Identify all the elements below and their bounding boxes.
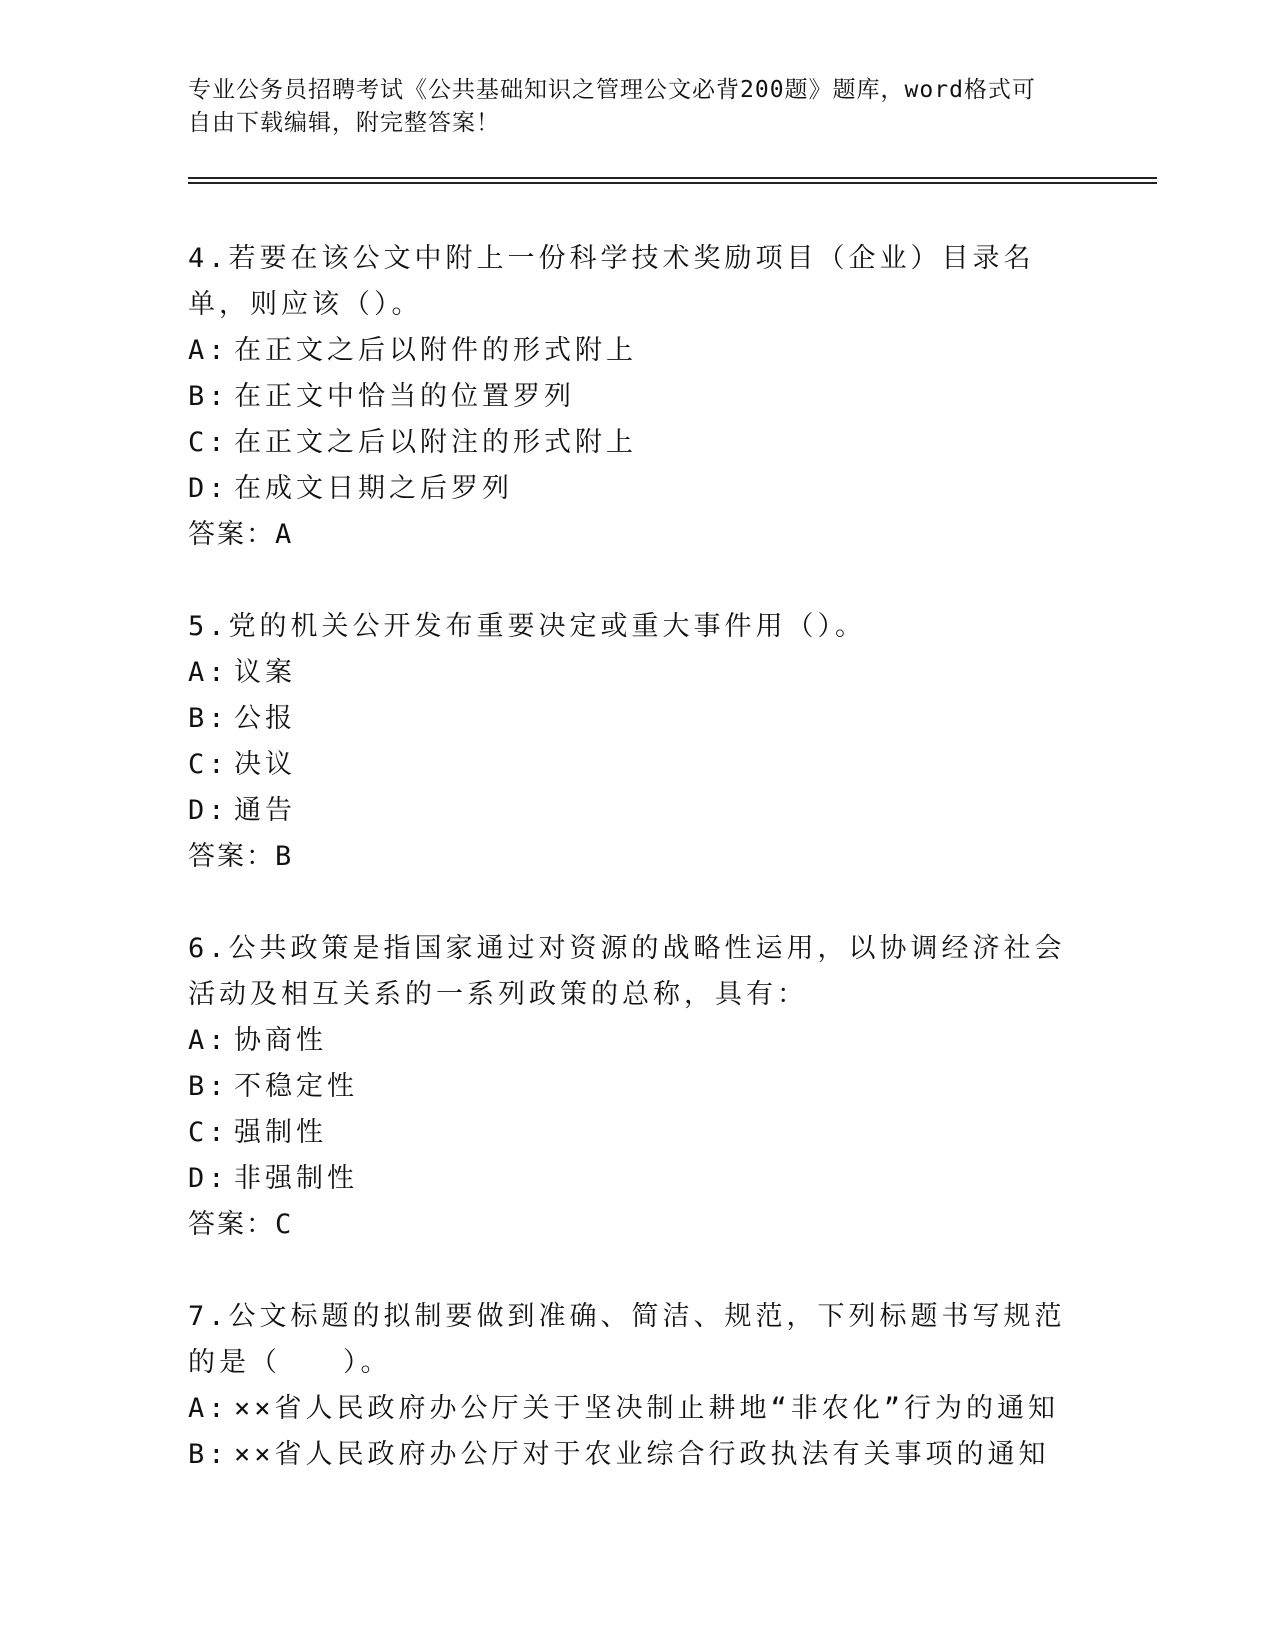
option-b <box>188 696 1088 742</box>
option-text: 在正文之后以附件的形式附上 <box>234 335 637 366</box>
option-text: 强制性 <box>234 1117 327 1148</box>
option-letter: C: <box>188 427 229 458</box>
option-letter: C: <box>188 1117 229 1148</box>
answer-label: 答案： <box>188 519 275 550</box>
option-letter: A: <box>188 335 229 366</box>
option-text: 非强制性 <box>234 1163 358 1194</box>
option-a <box>188 650 1088 696</box>
header-divider-bottom <box>188 182 1157 184</box>
option-text: 在成文日期之后罗列 <box>234 473 513 504</box>
answer-line <box>188 512 1088 558</box>
question-stem: 5.党的机关公开发布重要决定或重大事件用（）。 <box>188 611 867 642</box>
option-a <box>188 328 1088 374</box>
option-a <box>188 1018 1088 1064</box>
option-letter: D: <box>188 473 229 504</box>
question-stem: 7.公文标题的拟制要做到准确、简洁、规范，下列标题书写规范的是（ ）。 <box>188 1301 1066 1378</box>
header-divider-top <box>188 177 1157 179</box>
option-letter: A: <box>188 657 229 688</box>
option-text: 在正文中恰当的位置罗列 <box>234 381 575 412</box>
option-d <box>188 466 1088 512</box>
option-letter: A: <box>188 1025 229 1056</box>
answer-label: 答案： <box>188 1209 275 1240</box>
question-4 <box>188 236 1088 558</box>
option-b <box>188 1432 1088 1478</box>
option-letter: B: <box>188 1071 229 1102</box>
answer-line <box>188 1202 1088 1248</box>
option-c <box>188 420 1088 466</box>
question-stem: 4.若要在该公文中附上一份科学技术奖励项目（企业）目录名单，则应该（）。 <box>188 243 1035 320</box>
header-line-2: 自由下载编辑，附完整答案！ <box>188 110 500 136</box>
option-letter: B: <box>188 703 229 734</box>
option-letter: C: <box>188 749 229 780</box>
option-c <box>188 742 1088 788</box>
option-text: 在正文之后以附注的形式附上 <box>234 427 637 458</box>
option-text: 不稳定性 <box>234 1071 358 1102</box>
option-d <box>188 1156 1088 1202</box>
question-7 <box>188 1294 1088 1478</box>
answer-value: A <box>275 519 296 550</box>
answer-line <box>188 834 1088 880</box>
option-text: 决议 <box>234 749 296 780</box>
header-line-1: 专业公务员招聘考试《公共基础知识之管理公文必背200题》题库，word格式可 <box>188 77 1036 103</box>
answer-value: C <box>275 1209 296 1240</box>
option-letter: D: <box>188 1163 229 1194</box>
option-letter: A: <box>188 1393 229 1424</box>
option-c <box>188 1110 1088 1156</box>
option-text: ××省人民政府办公厅对于农业综合行政执法有关事项的通知 <box>234 1439 1050 1470</box>
option-letter: B: <box>188 1439 229 1470</box>
option-text: ××省人民政府办公厅关于坚决制止耕地“非农化”行为的通知 <box>234 1393 1060 1424</box>
option-b <box>188 1064 1088 1110</box>
question-6 <box>188 926 1088 1248</box>
question-stem: 6.公共政策是指国家通过对资源的战略性运用，以协调经济社会活动及相互关系的一系列政策的总称，具有： <box>188 933 1066 1010</box>
answer-value: B <box>275 841 296 872</box>
option-letter: B: <box>188 381 229 412</box>
answer-label: 答案： <box>188 841 275 872</box>
question-5 <box>188 604 1088 880</box>
question-list <box>188 236 1088 1524</box>
option-b <box>188 374 1088 420</box>
option-letter: D: <box>188 795 229 826</box>
option-a <box>188 1386 1088 1432</box>
option-text: 协商性 <box>234 1025 327 1056</box>
option-text: 议案 <box>234 657 296 688</box>
option-text: 公报 <box>234 703 296 734</box>
option-text: 通告 <box>234 795 296 826</box>
option-d <box>188 788 1088 834</box>
document-header <box>188 74 1068 140</box>
